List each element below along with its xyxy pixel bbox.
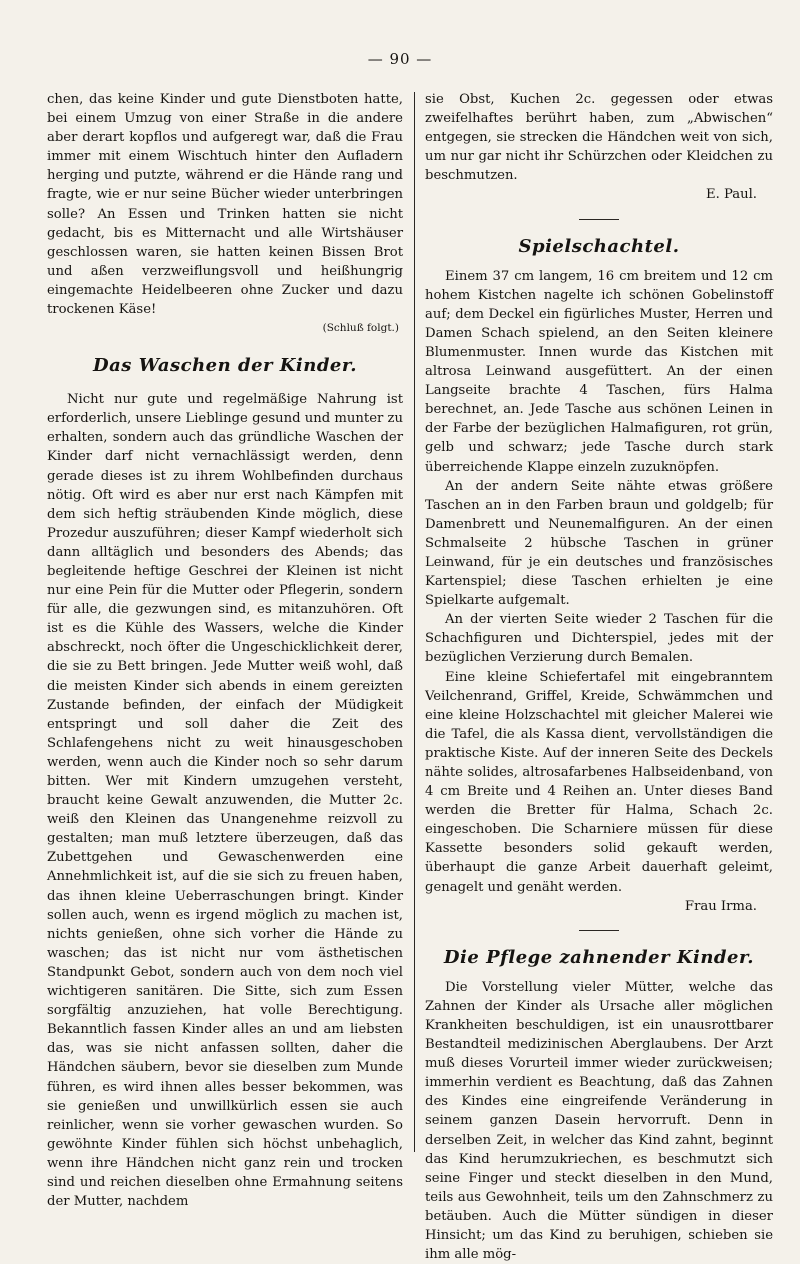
separator-line — [579, 219, 619, 220]
column-divider — [414, 92, 415, 1152]
article-title-waschen: Das Waschen der Kinder. — [93, 355, 357, 377]
article-body-pflege: Die Vorstellung vieler Mütter, welche das Zahnen der Kinder als Ursache aller möglichen Krankheiten beschuldigen, ist ein unausrottbarer Bestandteil medizinischen Aberglaubens. Der Arzt muß dieses Vorurteil immer wieder zurückweisen; immerhin verdient es Beachtung, daß das Zahnen des Kindes eine eingreifende Veränderung in seinem ganzen Dasein hervorruft. Denn in derselben Zeit, in welcher das Kind zahnt, beginnt das Kind herumzukriechen, es beschmutzt sich seine Finger und steckt dieselben in den Mund, teils aus Gewohnheit, teils um den Zahnschmerz zu betäuben. Auch die Mütter sündigen in dieser Hinsicht; um das Kind zu beruhigen, schieben sie ihm alle mög- — [425, 979, 773, 1263]
spielschachtel-paragraph: Einem 37 cm langem, 16 cm breitem und 12 cm hohem Kistchen nagelte ich schönen Gobelinstoff auf; dem Deckel ein figürliches Muster, Herren und Damen Schach spielend, an den Seiten kleinere Blumenmuster. Innen wurde das Kistchen mit altrosa Leinwand ausgefüttert. An der einen Langseite brachte 4 Taschen, fürs Halma berechnet, an. Jede Tasche aus schönen Leinen in der Farbe der bezüglichen Halmafiguren, rot grün, gelb und schwarz; jede Tasche durch stark überreichende Klappe einzeln zuzuknöpfen. — [425, 268, 773, 475]
article-body-waschen: Nicht nur gute und regelmäßige Nahrung ist erforderlich, unsere Lieblinge gesund und munter zu erhalten, sondern auch das gründliche Waschen der Kinder darf nicht vernachlässigt werden, denn gerade dieses ist zu ihrem Wohlbefinden durchaus nötig. Oft wird es aber nur erst nach Kämpfen mit dem sich heftig sträubenden Kinde möglich, diese Prozedur auszuführen; dieser Kampf wiederholt sich dann alltäglich und besonders des Abends; das begleitende heftige Geschrei der Kleinen ist nicht nur eine Pein für die Mutter oder Pflegerin, sondern für alle, die gezwungen sind, es mitanzuhören. Oft ist es die Kühle des Wassers, welche die Kinder abschreckt, noch öfter die Ungeschicklichkeit derer, die sie zu Bett bringen. Jede Mutter weiß wohl, daß die meisten Kinder sich abends in einem gereizten Zustande befinden, der einfach der Müdigkeit entspringt und soll daher die Zeit des Schlafengehens nicht zu weit hinausgeschoben werden, wenn auch die Kinder noch so sehr darum bitten. Wer mit Kindern umzugehen versteht, braucht keine Gewalt anzuwenden, die Mutter 2c. weiß den Kleinen das Unangenehme reizvoll zu gestalten; man muß letztere überzeugen, daß das Zubettgehen und Gewaschenwerden eine Annehmlichkeit ist, auf die sie sich zu freuen haben, das ihnen kleine Ueberraschungen bringt. Kinder sollen auch, wenn es irgend möglich zu machen ist, nichts genießen, ohne sich vorher die Hände zu waschen; das ist nicht nur vom ästhetischen Standpunkt Gebot, sondern auch von dem noch viel wichtigeren sanitären. Die Sitte, sich zum Essen sorgfältig anzuziehen, hat volle Berechtigung. Bekanntlich fassen Kinder alles an und am liebsten das, was sie nicht anfassen sollten, daher die Händchen säubern, bevor sie dieselben zum Munde führen, es wird ihnen alles besser bekommen, was sie genießen und unwillkürlich essen sie auch reinlicher, wenn sie vorher gewaschen wurden. So gewöhnte Kinder fühlen sich höchst unbehaglich, wenn ihre Händchen nicht ganz rein und trocken sind und reichen dieselben ohne Ermahnung seitens der Mutter, nachdem — [47, 392, 403, 1210]
right-column — [425, 90, 773, 1264]
left-column — [47, 90, 403, 1211]
article-title-pflege: Die Pflege zahnender Kinder. — [443, 946, 755, 968]
continued-article-text: sie Obst, Kuchen 2c. gegessen oder etwas zweifelhaftes berührt haben, zum „Abwischen“ entgegen, sie strecken die Händchen weit von sich, um nur gar nicht ihr Schürzchen oder Kleidchen zu beschmutzen. — [425, 92, 773, 184]
spacer — [47, 376, 403, 390]
spielschachtel-paragraph: An der vierten Seite wieder 2 Taschen für die Schachfiguren und Dichterspiel, jedes mit der bezüglichen Verzierung durch Bemalen. — [425, 612, 773, 666]
separator-line — [579, 930, 619, 931]
article-title-spielschachtel: Spielschachtel. — [518, 235, 680, 257]
page-number: — 90 — — [367, 50, 433, 68]
spielschachtel-paragraph: Eine kleine Schiefertafel mit eingebranntem Veilchenrand, Griffel, Kreide, Schwämmchen und eine kleine Holzschachtel mit gleicher Malerei wie die Tafel, die als Kassa dient, vervollständigen die praktische Kiste. Auf der inneren Seite des Deckels nähte solides, altrosafarbenes Halbseidenband, von 4 cm Breite und 4 Reihen an. Unter dieses Band werden die Bretter für Halma, Schach 2c. eingeschoben. Die Scharniere müssen für diese Kassette besonders solid gekauft werden, überhaupt die ganze Arbeit dauerhaft geleimt, genagelt und genäht werden. — [425, 669, 773, 895]
continued-note: (Schluß folgt.) — [322, 322, 399, 335]
spacer — [425, 257, 773, 267]
spacer — [425, 968, 773, 978]
continued-story-text: chen, das keine Kinder und gute Dienstboten hatte, bei einem Umzug von einer Straße in die andere aber derart kopflos und aufgeregt war, daß die Frau immer mit einem Wischtuch hinter den Aufladern herging und putzte, während er die Hände rang und fragte, wie er nur seine Bücher wieder unterbringen solle? An Essen und Trinken hatten sie nicht gedacht, bis es Mitternacht und alle Wirtshäuser geschlossen waren, sie hatten keinen Bissen Brot und aßen verzweiflungsvoll und heißhungrig eingemachte Heidelbeeren ohne Zucker und dazu trockenen Käse! — [47, 92, 403, 318]
author-paul: E. Paul. — [705, 187, 757, 203]
author-irma: Frau Irma. — [684, 898, 757, 914]
spielschachtel-paragraph: An der andern Seite nähte etwas größere Taschen an in den Farben braun und goldgelb; für Damenbrett und Neunemalfiguren. An der einen Schmalseite 2 hübsche Taschen in grüner Leinwand, für je ein deutsches und französisches Kartenspiel; diese Taschen erhielten je eine Spielkarte aufgemalt. — [425, 478, 773, 609]
